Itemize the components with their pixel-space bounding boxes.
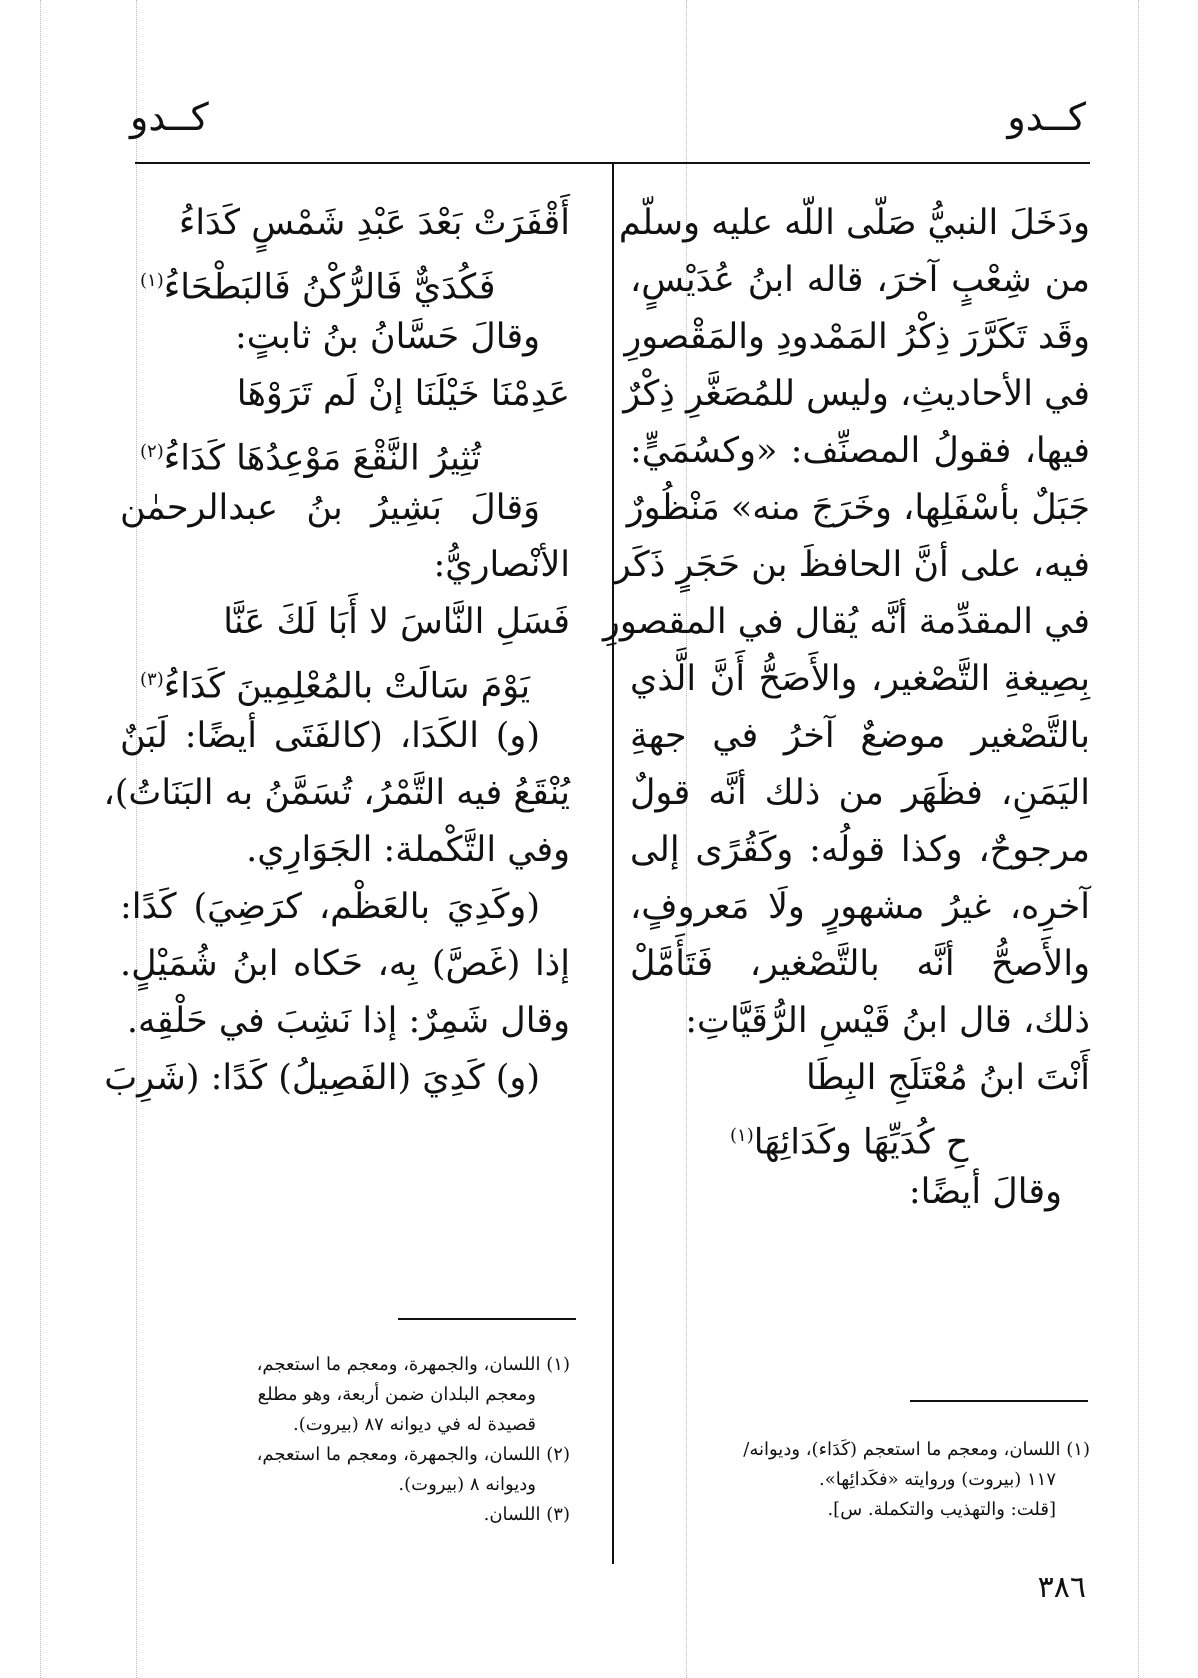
text-line: وقال شَمِرٌ: إذا نَشِبَ في حَلْقِه. bbox=[126, 1001, 570, 1041]
text-line: وقَد تَكَرَّرَ ذِكْرُ المَمْدودِ والمَقْصورِ bbox=[624, 317, 1090, 357]
footnote-text: اللسان، والجمهرة، ومعجم ما استعجم، bbox=[256, 1354, 541, 1375]
verse-hemistich bbox=[120, 423, 570, 480]
footnote-marker: (١) bbox=[730, 1125, 754, 1146]
text-line: فيه، على أنَّ الحافظَ بن حَجَرٍ ذَكَر bbox=[613, 545, 1090, 585]
text-line: الأنْصاريُّ: bbox=[433, 545, 570, 585]
verse-hemistich bbox=[630, 1107, 1090, 1164]
footnotes-left bbox=[120, 1350, 570, 1530]
footnote-text: اللسان، ومعجم ما استعجم (كَدَاء)، وديوانه/ bbox=[743, 1439, 1061, 1460]
column-divider bbox=[612, 164, 614, 1564]
footnote-text: اللسان. bbox=[483, 1504, 541, 1525]
footnote bbox=[120, 1350, 570, 1380]
text-line: وقالَ أيضًا: bbox=[908, 1172, 1062, 1212]
text-line: من شِعْبٍ آخرَ، قاله ابنُ عُدَيْسٍ، bbox=[630, 260, 1090, 300]
footnote-rule-right bbox=[910, 1400, 1088, 1402]
verse-hemistich bbox=[120, 651, 570, 708]
text-line: فيها، فقولُ المصنِّف: «وكسُمَيٍّ: bbox=[630, 431, 1090, 471]
scan-artifact-line bbox=[40, 0, 41, 1678]
text-line: مرجوحٌ، وكذا قولُه: وكَقُرًى إلى bbox=[630, 830, 1090, 870]
text-line: والأَصحُّ أنَّه بالتَّصْغير، فَتَأَمَّلْ bbox=[630, 944, 1090, 984]
text-line: يُنْقَعُ فيه التَّمْرُ، تُسَمَّنُ به البَنَاتُ)، bbox=[103, 773, 570, 813]
text-line: آخرِه، غيرُ مشهورٍ ولَا مَعروفٍ، bbox=[630, 887, 1090, 927]
verse-hemistich bbox=[120, 252, 570, 309]
verse-hemistich: أَقْفَرَتْ بَعْدَ عَبْدِ شَمْسٍ كَدَاءُ bbox=[178, 203, 570, 243]
footnote bbox=[120, 1500, 570, 1530]
text-line: في الأحاديثِ، وليس للمُصَغَّرِ ذِكْرٌ bbox=[623, 374, 1090, 414]
text-line: اليَمَنِ، فظَهَر من ذلك أنَّه قولٌ bbox=[630, 773, 1090, 813]
footnote-marker: (١) bbox=[140, 270, 164, 291]
footnote bbox=[630, 1435, 1090, 1465]
footnote-number: (١) bbox=[546, 1354, 570, 1375]
text-line: (و) كَدِيَ (الفَصِيلُ) كَدًا: (شَرِبَ bbox=[104, 1058, 540, 1098]
verse-text: حِ كُدَيِّهَا وكَدَائِهَا bbox=[753, 1122, 969, 1163]
footnote-number: (١) bbox=[1066, 1439, 1090, 1460]
text-line: وَقالَ بَشِيرُ بنُ عبدالرحمٰن bbox=[120, 488, 540, 528]
verse-hemistich: عَدِمْنَا خَيْلَنَا إنْ لَم تَرَوْهَا bbox=[236, 374, 570, 414]
text-line: (و) الكَدَا، (كالفَتَى أيضًا: لَبَنٌ bbox=[120, 716, 540, 756]
footnote-continuation: وديوانه ٨ (بيروت). bbox=[398, 1474, 536, 1495]
verse-text: تُثِيرُ النَّقْعَ مَوْعِدُهَا كَدَاءُ bbox=[163, 438, 481, 479]
verse-hemistich: أَنْتَ ابنُ مُعْتَلَجِ البِطَا bbox=[805, 1058, 1090, 1098]
page-number: ٣٨٦ bbox=[1037, 1570, 1086, 1605]
footnote bbox=[120, 1440, 570, 1470]
verse-hemistich: فَسَلِ النَّاسَ لا أَبَا لَكَ عَنَّا bbox=[223, 602, 570, 642]
scan-artifact-line bbox=[1138, 0, 1139, 1678]
footnote-number: (٣) bbox=[546, 1504, 570, 1525]
text-line: جَبَلٌ بأسْفَلِها، وخَرَجَ منه» مَنْظُورٌ bbox=[626, 488, 1090, 528]
footnote-text: اللسان، والجمهرة، ومعجم ما استعجم، bbox=[256, 1444, 541, 1465]
footnote-marker: (٢) bbox=[140, 441, 164, 462]
right-column bbox=[602, 195, 1090, 1221]
footnote-continuation: ومعجم البلدان ضمن أربعة، وهو مطلع bbox=[257, 1384, 536, 1405]
text-line: ذلك، قال ابنُ قَيْسِ الرُّقَيَّاتِ: bbox=[685, 1001, 1090, 1041]
text-line: (وكَدِيَ بالعَظْم، كرَضِيَ) كَدًا: bbox=[120, 887, 540, 927]
running-header-right: كــدو bbox=[1007, 95, 1086, 139]
verse-text: يَوْمَ سَالَتْ بالمُعْلِمِينَ كَدَاءُ bbox=[163, 666, 531, 707]
text-line: بِصِيغةِ التَّصْغير، والأَصَحُّ أَنَّ الَّذي bbox=[630, 659, 1090, 699]
footnote-number: (٢) bbox=[546, 1444, 570, 1465]
footnote-continuation: ١١٧ (بيروت) وروايته «فكَدائِها». bbox=[819, 1469, 1056, 1490]
text-line: إذا (غَصَّ) بِه، حَكاه ابنُ شُمَيْلٍ. bbox=[120, 944, 570, 984]
text-line: في المقدِّمة أنَّه يُقال في المقصورِ bbox=[602, 602, 1090, 642]
footnotes-right bbox=[630, 1435, 1090, 1525]
verse-text: فَكُدَيٌّ فَالرُّكْنُ فَالبَطْحَاءُ bbox=[163, 267, 496, 308]
text-line: وقالَ حَسَّانُ بنُ ثابتٍ: bbox=[234, 317, 540, 357]
text-line: وفي التَّكْملة: الجَوَارِي. bbox=[246, 830, 570, 870]
footnote-continuation: [قلت: والتهذيب والتكملة. س]. bbox=[827, 1499, 1056, 1520]
running-header-left: كــدو bbox=[130, 95, 209, 139]
footnote-continuation: قصيدة له في ديوانه ٨٧ (بيروت). bbox=[293, 1414, 536, 1435]
text-line: ودَخَلَ النبيُّ صَلّى اللّه عليه وسلّم bbox=[618, 203, 1090, 243]
footnote-rule-left bbox=[398, 1318, 576, 1320]
footnote-marker: (٣) bbox=[140, 669, 164, 690]
text-line: بالتَّصْغير موضعٌ آخرُ في جهةِ bbox=[630, 716, 1090, 756]
left-column bbox=[103, 195, 570, 1107]
